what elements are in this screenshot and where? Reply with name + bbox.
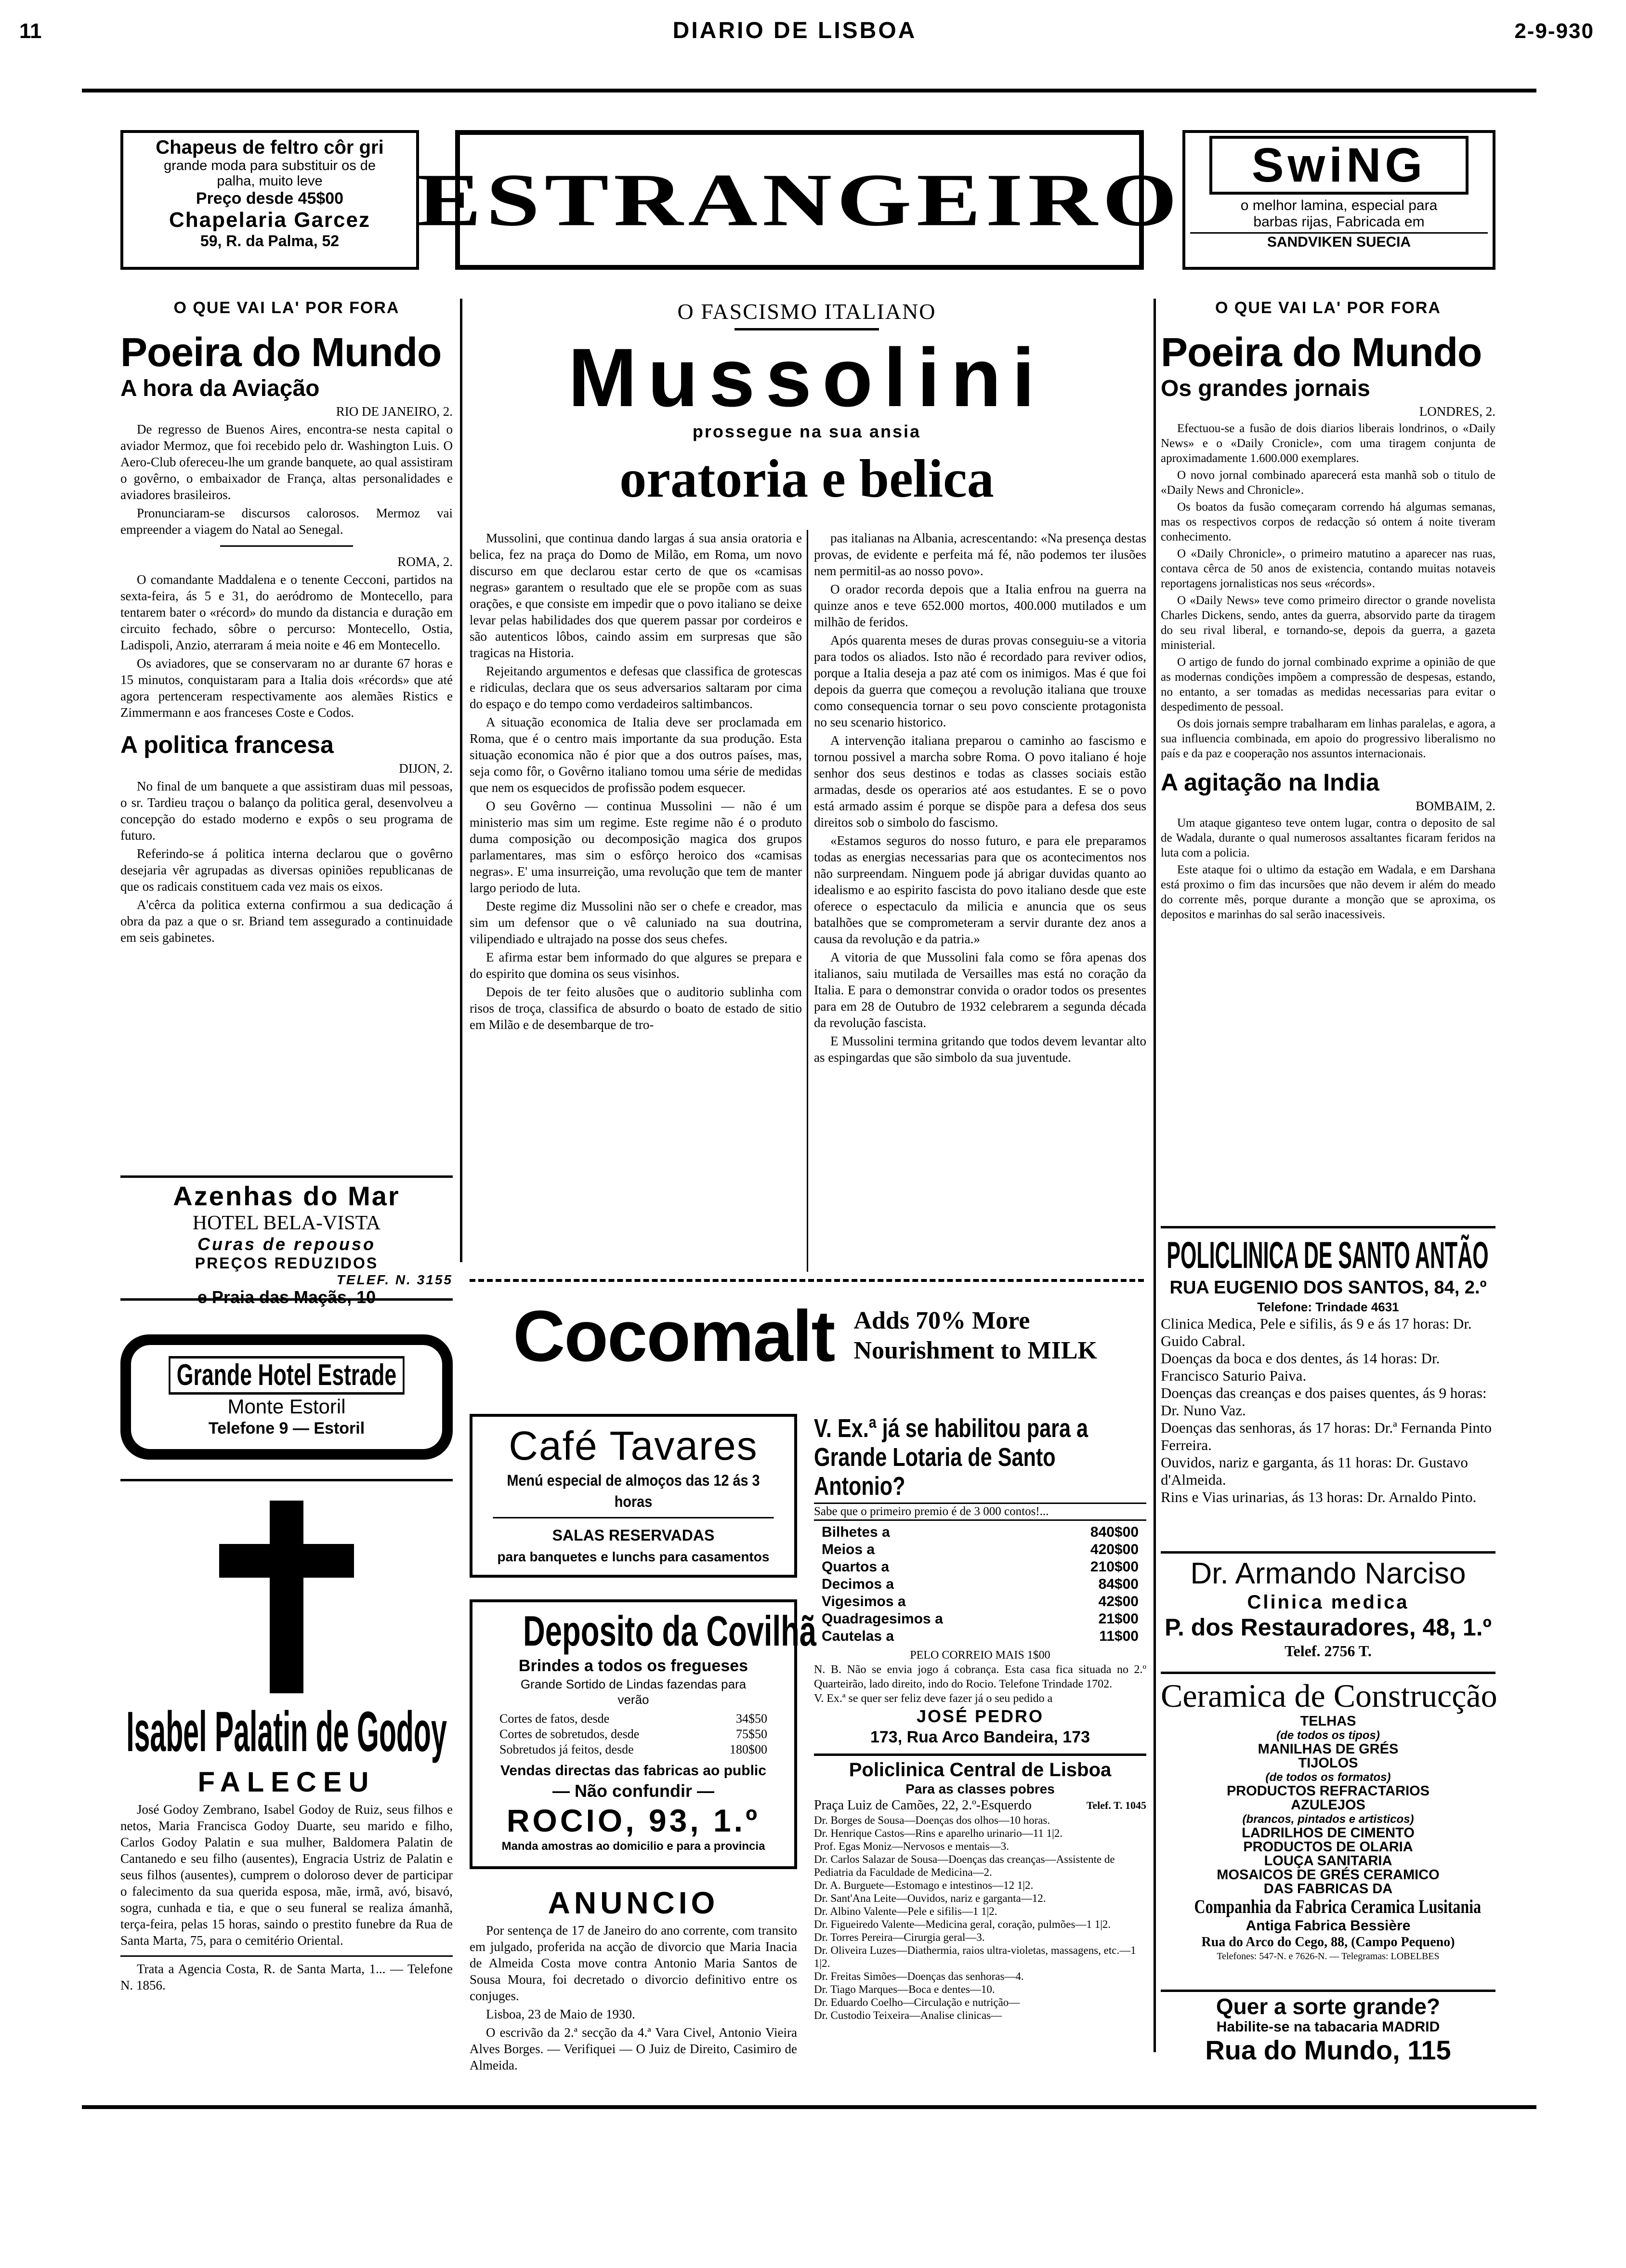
ad-cafe-line1: Menú especial de almoços das 12 ás 3 horas	[493, 1470, 774, 1518]
ad-azenhas-line1: Curas de repouso	[197, 1234, 376, 1254]
ceramica-line: (de todos os formatos)	[1265, 1771, 1391, 1784]
center-article-head	[470, 299, 1144, 513]
right-headline: Poeira do Mundo	[1161, 330, 1482, 375]
ad-chapeus	[120, 130, 419, 270]
ad-deposito-line2: Grande Sortido de Lindas fazendas para verão	[520, 1677, 747, 1707]
policlinica-antao-line: Ouvidos, nariz e garganta, ás 11 horas: Dr. Gustavo d'Almeida.	[1161, 1454, 1468, 1488]
right-p6: O artigo de fundo do jornal combinado exprime a opinião de que as modernas condições impõem a compressão de despesas, estando, no entanto, a ser tomadas as medidas necessarias para evitar o despedimento de pessoal.	[1161, 656, 1495, 713]
right-p3: Os boatos da fusão começaram correndo há algumas semanas, mas os respectivos corpos de redacção só ontem á noite tiveram conhecimento.	[1161, 501, 1495, 543]
right-p2: O novo jornal combinado aparecerá esta manhã sob o titulo de «Daily News and Chronicle».	[1161, 469, 1495, 497]
right-p7: Os dois jornais sempre trabalharam em linhas paralelas, e agora, a sua influencia combinada, em apoio do progressivo liberalismo no país e da paz e cooperação nos assuntos internacionais.	[1161, 717, 1495, 760]
policlinica-antao-phone: Telefone: Trindade 4631	[1257, 1300, 1399, 1314]
center-col2-p5: «Estamos seguros do nosso futuro, e para ele preparamos todas as energias necessarias para que os acontecimentos nos não surpreendam. Ninguem pode já abrigar duvidas quanto ao idealismo e ao espirito fascista do povo italiano desde que este oferece o espectaculo da milicia e anuncia que os seus batalhões que se comprometeram a servir durante dez anos a causa da revolução e da patria.»	[814, 833, 1146, 946]
ceramica-line: (brancos, pintados e artisticos)	[1242, 1813, 1414, 1826]
lotaria-item-4-price: 84$00	[1098, 1576, 1139, 1592]
lotaria-item-3-label: Quartos a	[822, 1559, 890, 1575]
ad-chapeus-line2: palha, muito leve	[217, 173, 323, 189]
narciso-address: P. dos Restauradores, 48, 1.º	[1165, 1614, 1492, 1641]
ceramica-line: DAS FABRICAS DA	[1263, 1881, 1393, 1897]
left-column-article	[120, 299, 453, 948]
page-number: 11	[19, 19, 42, 43]
footer-rule	[82, 2105, 1536, 2109]
policlinica-doctor: Dr. A. Burguete—Estomago e intestinos—12 1|2.	[814, 1879, 1034, 1891]
ceramica-line: MOSAICOS DE GRÉS CERAMICO	[1217, 1867, 1440, 1883]
policlinica-antao-line: Doenças da boca e dos dentes, ás 14 horas: Dr. Francisco Saturio Paiva.	[1161, 1350, 1440, 1384]
left-p2: Pronunciaram-se discursos calorosos. Mermoz vai empreender a viagem do Natal ao Senegal.	[120, 506, 453, 537]
left-dateline1: RIO DE JANEIRO, 2.	[336, 404, 453, 419]
lotaria-item-1-price: 840$00	[1090, 1524, 1139, 1540]
right-p5: O «Daily News» teve como primeiro director o grande novelista Charles Dickens, sendo, antes da guerra, absorvido parte da tiragem do seu rival liberal, e tornando-se, depois da guerra, a gazeta ministerial.	[1161, 594, 1495, 652]
ceramica-line: (de todos os tipos)	[1276, 1729, 1380, 1742]
right-sub1: Os grandes jornais	[1161, 376, 1370, 401]
center-headline2: oratoria e belica	[619, 449, 994, 509]
ad-deposito	[470, 1599, 817, 1869]
center-col1-p3: A situação economica de Italia deve ser proclamada em Roma, que é o centro mais importante da sua produção. Esta situação economica não é pior que a dos outros países, mas, seja como fôr, o Govêrno italiano tomou uma série de medidas que nem os esquecidos de profissão podem esquecer.	[470, 715, 802, 795]
center-col2-p2: O orador recorda depois que a Italia enfrou na guerra na quinze anos e teve 652.000 mortos, 400.000 mutilados e um milhão de feridos.	[814, 582, 1146, 629]
ad-sorte	[1161, 1990, 1495, 2065]
ad-cafe-tavares	[470, 1414, 797, 1578]
left-sub1: A hora da Aviação	[120, 376, 320, 401]
left-p6: Referindo-se á politica interna declarou que o govêrno desejaria vêr agrupadas as diversas opiniões republicanas de que os radicais constituem cada vez mais os eixos.	[120, 846, 453, 894]
ad-deposito-title: Deposito da Covilhã	[523, 1607, 817, 1655]
center-kicker-rule	[734, 328, 879, 330]
ceramica-line: LADRILHOS DE CIMENTO	[1242, 1825, 1415, 1841]
column-rule-left	[460, 299, 462, 1262]
policlinica-antao-line: Doenças das creanças e dos paises quentes, ás 9 horas: Dr. Nuno Vaz.	[1161, 1385, 1487, 1419]
ad-policlinica-antao	[1161, 1226, 1495, 1506]
lotaria-item-2-price: 420$00	[1090, 1542, 1139, 1557]
narciso-phone: Telef. 2756 T.	[1285, 1642, 1372, 1660]
ad-lotaria-line2: N. B. Não se envia jogo á cobrança. Esta casa fica situada no 2.º Quarteirão, lado direito, indo do Rocio. Telefone Trindade 1702.	[814, 1663, 1146, 1690]
ad-narciso	[1161, 1551, 1495, 1661]
ad-deposito-address: ROCIO, 93, 1.º	[506, 1803, 761, 1838]
left-p1: De regresso de Buenos Aires, encontra-se nesta capital o aviador Mermoz, que foi recebido pelo dr. Washington Luis. O Aero-Club ofereceu-lhe um grande banquete, ao qual assistiram o govêrno, o embaixador de França, altas personalidades e aviadores brasileiros.	[120, 422, 453, 502]
obituary-agency: Trata a Agencia Costa, R. de Santa Marta, 1... — Telefone N. 1856.	[120, 1962, 453, 1992]
anuncio-footer: O escrivão da 2.ª secção da 4.ª Vara Civel, Antonio Vieira Alves Borges. — Verifiquei — O Juiz de Direito, Casimiro de Almeida.	[470, 2025, 797, 2072]
ad-grande-hotel	[120, 1334, 453, 1460]
center-col2-p7: E Mussolini termina gritando que todos devem levantar alto as espingardas que são simbolo da sua juventude.	[814, 1034, 1146, 1065]
ad-lotaria	[814, 1414, 1146, 1747]
ad-swing-line3: SANDVIKEN SUECIA	[1190, 232, 1488, 251]
lotaria-item-7-price: 11$00	[1099, 1628, 1139, 1644]
anuncio-date: Lisboa, 23 de Maio de 1930.	[486, 2007, 635, 2021]
ad-lotaria-line3: V. Ex.ª se quer ser feliz deve fazer já o seu pedido a	[814, 1692, 1053, 1705]
ad-grande-hotel-phone: Telefone 9 — Estoril	[208, 1419, 365, 1437]
right-kicker: O QUE VAI LA' POR FORA	[1215, 299, 1441, 317]
deposito-item-2-price: 75$50	[736, 1727, 767, 1741]
policlinica-central-line1: Para as classes pobres	[905, 1781, 1055, 1796]
narciso-name: Dr. Armando Narciso	[1190, 1557, 1466, 1590]
sorte-line1: Quer a sorte grande?	[1216, 1994, 1441, 2019]
ceramica-company2: Antiga Fabrica Bessière	[1246, 1918, 1411, 1934]
ad-deposito-line4: — Não confundir —	[552, 1781, 714, 1801]
legal-notice	[470, 1884, 797, 2075]
center-headline: Mussolini	[568, 331, 1046, 424]
left-p4: Os aviadores, que se conservaram no ar durante 67 horas e 15 minutos, conquistaram para a Italia dois «récords» que até agora pertenceram respectivamente aos alemães Ristics e Zimmermann e aos franceses Coste e Codos.	[120, 656, 453, 720]
center-col1-p2: Rejeitando argumentos e defesas que classifica de grotescas e ridiculas, declara que os seus adversarios saltaram por cima do espaço e do tempo como verdadeiros saltimbancos.	[470, 664, 802, 711]
lotaria-item-6-label: Quadragesimos a	[822, 1611, 943, 1627]
ceramica-phones: Telefones: 547-N. e 7626-N. — Telegramas: LOBELBES	[1217, 1951, 1440, 1962]
ceramica-line: TIJOLOS	[1298, 1755, 1358, 1771]
lotaria-item-4-label: Decimos a	[822, 1576, 894, 1592]
lotaria-item-5-label: Vigesimos a	[822, 1594, 906, 1609]
ceramica-line: LOUÇA SANITARIA	[1264, 1853, 1392, 1869]
cross-icon	[120, 1496, 453, 1698]
lotaria-item-1-label: Bilhetes a	[822, 1524, 890, 1540]
policlinica-central-address: Praça Luiz de Camões, 22, 2.º-Esquerdo	[814, 1798, 1032, 1813]
policlinica-antao-address: RUA EUGENIO DOS SANTOS, 84, 2.º	[1169, 1278, 1487, 1298]
ceramica-company: Companhia da Fabrica Ceramica Lusitania	[1194, 1896, 1482, 1917]
ceramica-line: PRODUCTOS DE OLARIA	[1243, 1839, 1413, 1855]
ad-cocomalt-brand: Cocomalt	[513, 1295, 835, 1376]
policlinica-doctor: Dr. Tiago Marques—Boca e dentes—10.	[814, 1983, 995, 1995]
right-dateline1: LONDRES, 2.	[1419, 404, 1495, 419]
left-kicker: O QUE VAI LA' POR FORA	[173, 299, 400, 317]
ad-lotaria-title: V. Ex.ª já se habilitou para a Grande Lotaria de Santo Antonio?	[814, 1414, 1088, 1501]
ad-chapeus-address: 59, R. da Palma, 52	[200, 232, 340, 250]
ad-grande-hotel-place: Monte Estoril	[227, 1395, 346, 1418]
narciso-line1: Clinica medica	[1247, 1592, 1409, 1613]
policlinica-doctor: Dr. Carlos Salazar de Sousa—Doenças das creanças—Assistente de Pediatria da Faculdade de Medicina—2.	[814, 1853, 1115, 1878]
ad-swing-line2: barbas rijas, Fabricada em	[1253, 214, 1425, 230]
policlinica-doctor: Dr. Eduardo Coelho—Circulação e nutrição—	[814, 1996, 1020, 2008]
deposito-item-1-label: Cortes de fatos, desde	[499, 1712, 610, 1726]
center-deck: prossegue na sua ansia	[692, 422, 921, 441]
section-banner-title: ESTRANGEIRO	[417, 158, 1182, 242]
policlinica-antao-line: Rins e Vias urinarias, ás 13 horas: Dr. Arnaldo Pinto.	[1161, 1489, 1477, 1505]
ad-cocomalt-line2: Nourishment to MILK	[853, 1337, 1097, 1364]
ceramica-line: PRODUCTOS REFRACTARIOS	[1226, 1783, 1430, 1799]
ad-azenhas-phone: TELEF. N. 3155	[336, 1272, 453, 1287]
policlinica-doctor: Dr. Henrique Castos—Rins e aparelho urinario—11 1|2.	[814, 1827, 1063, 1839]
ceramica-address: Rua do Arco do Cego, 88, (Campo Pequeno)	[1201, 1935, 1455, 1950]
newspaper-title: DIARIO DE LISBOA	[672, 18, 917, 43]
ad-deposito-line1: Brindes a todos os fregueses	[518, 1657, 748, 1675]
policlinica-central-phone: Telef. T. 1045	[1086, 1799, 1146, 1811]
policlinica-antao-title: POLICLINICA DE SANTO ANTÃO	[1167, 1234, 1489, 1276]
lotaria-item-3-price: 210$00	[1090, 1559, 1139, 1575]
deposito-item-2-label: Cortes de sobretudos, desde	[499, 1727, 640, 1741]
ad-deposito-line5: Manda amostras ao domicilio e para a provincia	[501, 1840, 765, 1853]
center-col1-p5: Deste regime diz Mussolini não ser o chefe e creador, mas sim um defensor que o vê caluniado na sua doutrina, vilipendiado e ultrajado na posse dos seus chefes.	[470, 899, 802, 946]
ad-lotaria-subtitle: Sabe que o primeiro premio é de 3 000 contos!...	[814, 1503, 1146, 1521]
lotaria-item-5-price: 42$00	[1098, 1594, 1139, 1609]
ad-lotaria-address: 173, Rua Arco Bandeira, 173	[870, 1728, 1090, 1746]
left-p5: No final de um banquete a que assistiram duas mil pessoas, o sr. Tardieu traçou o balanço da politica geral, desenvolveu a concepção do estado moderno e expôs o seu programa de futuro.	[120, 779, 453, 843]
ad-cafe-line3: para banquetes e lunchs para casamentos	[497, 1549, 770, 1564]
policlinica-doctor: Dr. Oliveira Luzes—Diathermia, raios ultra-violetas, massagens, etc.—1 1|2.	[814, 1944, 1136, 1969]
center-col1-p7: Depois de ter feito alusões que o auditorio sublinha com risos de troça, classifica de absurdo o boato de estado de sitio em Milão e de desembarque de tro-	[470, 985, 802, 1032]
center-col2	[814, 530, 1146, 1068]
ad-cocomalt-line1: Adds 70% More	[853, 1307, 1030, 1334]
ceramica-line: TELHAS	[1300, 1714, 1356, 1729]
deposito-item-3-label: Sobretudos já feitos, desde	[499, 1742, 634, 1756]
ad-policlinica-central	[814, 1754, 1146, 2022]
ad-swing-line1: o melhor lamina, especial para	[1240, 198, 1438, 213]
center-col2-p4: A intervenção italiana preparou o caminho ao fascismo e tornou possivel a marcha sobre Roma. O povo italiano é hoje senhor dos seus destinos e todas as classes sociais estão armadas, desde os operarios até aos estudantes. E se o povo está armado assim é porque se dispõe para a defesa dos seus direitos sob o simbolo do fascismo.	[814, 733, 1146, 830]
ad-azenhas-line2: PREÇOS REDUZIDOS	[195, 1254, 379, 1272]
ad-chapeus-title: Chapeus de feltro côr gri	[156, 137, 384, 158]
right-column-article	[1161, 299, 1495, 924]
policlinica-doctor: Dr. Custodio Teixeira—Analise clinicas—	[814, 2009, 1002, 2021]
left-p7: A'cêrca da politica externa confirmou a sua dedicação á obra da paz a que o sr. Briand tem assegurado a continuidade em seis gabinetes.	[120, 897, 453, 945]
policlinica-doctor: Dr. Borges de Sousa—Doenças dos olhos—10 horas.	[814, 1814, 1050, 1826]
obituary-name: Isabel Palatin de Godoy	[126, 1700, 447, 1764]
ad-azenhas-hotel: HOTEL BELA-VISTA	[192, 1212, 381, 1234]
obituary-faleceu: FALECEU	[197, 1767, 376, 1798]
ceramica-title: Ceramica de Construcção	[1161, 1677, 1497, 1714]
ceramica-line: AZULEJOS	[1291, 1797, 1365, 1813]
ad-chapeus-price: Preço desde 45$00	[196, 189, 344, 208]
right-dateline2: BOMBAIM, 2.	[1416, 799, 1495, 813]
ad-deposito-line3: Vendas directas das fabricas ao public	[500, 1763, 766, 1779]
anuncio-title: ANUNCIO	[548, 1886, 719, 1920]
policlinica-doctor: Dr. Albino Valente—Pele e sifilis—1 1|2.	[814, 1905, 997, 1917]
obituary	[120, 1479, 453, 2067]
anuncio-text: Por sentença de 17 de Janeiro do ano corrente, com transito em julgado, proferida na acção de divorcio que Maria Inacia de Almeida Costa move contra Antonio Maria Santos de Sousa Moura, foi decretado o divorcio definitivo entre os conjuges.	[470, 1923, 797, 2003]
center-col2-p1: pas italianas na Albania, acrescentando: «Na presença destas provas, de evidente e perfeita má fé, não podemos ter ilusões nem permitil-as ao nosso povo».	[814, 531, 1146, 578]
ad-swing	[1182, 130, 1495, 270]
ad-cafe-line2: SALAS RESERVADAS	[552, 1527, 715, 1544]
center-col2-p6: A vitoria de que Mussolini fala como se fôra apenas dos italianos, saiu mutilada de Versailles mas está no coração da Italia. E para o demonstrar convida o orador todos os presentes para em 28 de Outubro de 1932 celebrarem a segunda década da revolução fascista.	[814, 950, 1146, 1030]
obituary-text: José Godoy Zembrano, Isabel Godoy de Ruiz, seus filhos e netos, Maria Francisca Godoy Duarte, seu marido e filho, Carlos Godoy Palatin e sua mulher, Baldomera Palatin de Cantanedo e seu filho (ausentes), Engracia Ustriz de Palatin e seus filhos (ausentes), cumprem o doloroso dever de participar o falecimento da sua querida esposa, mãe, irmã, avó, bisavó, sogra, cunhada e tia, e que o seu funeral se realiza ámanhã, terça-feira, pelas 15 horas, saindo o prestito funebre da Rua de Santa Marta, 75, para o cemitério Oriental.	[120, 1802, 453, 1948]
left-divider	[220, 545, 353, 547]
ad-lotaria-line1: PELO CORREIO MAIS 1$00	[910, 1649, 1050, 1661]
left-dateline3: DIJON, 2.	[399, 761, 453, 776]
center-col2-p3: Após quarenta meses de duras provas conseguiu-se a vitoria para todos os aliados. Isto não é recordado para reviver odios, porque a Italia deseja a paz até com os inimigos. Mas é que foi depois da guerra que começou a revolução italiana que trouxe como consequencia tornar o seu povo consciente protagonista no seu scenario historico.	[814, 633, 1146, 729]
left-p3: O comandante Maddalena e o tenente Cecconi, partidos na sexta-feira, ás 5 e 31, do aeródromo de Montecello, para tentarem bater o «récord» do mundo da distancia e duração em circuito fechado, sôbre o percurso: Montecello, Ostia, Ladispoli, Anzio, aterraram á meia noite e 46 em Montecello.	[120, 572, 453, 652]
policlinica-antao-line: Doenças das senhoras, ás 17 horas: Dr.ª Fernanda Pinto Ferreira.	[1161, 1419, 1492, 1453]
ceramica-line: MANILHAS DE GRÉS	[1258, 1741, 1399, 1757]
section-banner	[417, 130, 1182, 270]
ad-lotaria-name: JOSÉ PEDRO	[916, 1706, 1044, 1726]
right-p4: O «Daily Chronicle», o primeiro matutino a aparecer nas ruas, contava cêrca de 50 anos de existencia, contando muitas notaveis reportagens jornalisticas nos seus «récords».	[1161, 547, 1495, 590]
sorte-line2: Habilite-se na tabacaria MADRID	[1216, 2019, 1440, 2035]
ad-azenhas-line3: e Praia das Maçãs, 10	[197, 1287, 376, 1307]
center-col1	[470, 530, 802, 1035]
policlinica-doctor: Dr. Sant'Ana Leite—Ouvidos, nariz e garganta—12.	[814, 1892, 1046, 1904]
center-col1-p4: O seu Govêrno — continua Mussolini — não é um ministerio mas sim um regime. Este regime não é o produto duma composição ou decomposição magica dos grupos parlamentares, mas sim o esfôrço heroico dos «camisas negras». E' uma insurreição, uma revolução que tem de manter largo periodo de luta.	[470, 799, 802, 895]
masthead-rule	[82, 89, 1536, 92]
deposito-item-3-price: 180$00	[730, 1742, 767, 1756]
policlinica-central-title: Policlinica Central de Lisboa	[849, 1759, 1112, 1780]
column-rule-right	[1154, 299, 1156, 2052]
left-sub2: A politica francesa	[120, 731, 334, 758]
ad-cocomalt	[470, 1279, 1144, 1390]
sorte-line3: Rua do Mundo, 115	[1205, 2035, 1451, 2065]
right-sub2: A agitação na India	[1161, 769, 1379, 796]
ad-ceramica	[1161, 1672, 1495, 1963]
ad-azenhas-title: Azenhas do Mar	[173, 1181, 400, 1211]
policlinica-antao-line: Clinica Medica, Pele e sifilis, ás 9 e ás 17 horas: Dr. Guido Cabral.	[1161, 1315, 1472, 1349]
center-col1-p1: Mussolini, que continua dando largas á sua ansia oratoria e belica, fez na praça do Domo de Milão, em Roma, um novo discurso em que declarou estar certo de que os «camisas negras» garantem o resultado que ele se propõe com as suas orações, e que consiste em impedir que o povo italiano se deixe levar pelas habilidades dos que querem passar por cordeiros e são autenticos lôbos, caindo assim em surpresas que são tragicas na Historia.	[470, 531, 802, 660]
right-p1: Efectuou-se a fusão de dois diarios liberais londrinos, o «Daily News» e o «Daily Cronicle», com uma tiragem conjunta de aproximadamente 1.600.000 exemplares.	[1161, 422, 1495, 465]
lotaria-item-6-price: 21$00	[1098, 1611, 1139, 1627]
center-column-rule	[807, 530, 808, 1272]
policlinica-doctor: Prof. Egas Moniz—Nervosos e mentais—3.	[814, 1840, 1009, 1852]
policlinica-doctor: Dr. Figueiredo Valente—Medicina geral, coração, pulmões—1 1|2.	[814, 1918, 1111, 1930]
deposito-item-1-price: 34$50	[736, 1712, 767, 1726]
center-kicker: O FASCISMO ITALIANO	[677, 299, 936, 324]
lotaria-item-2-label: Meios a	[822, 1542, 875, 1557]
lotaria-item-7-label: Cautelas a	[822, 1628, 894, 1644]
ad-swing-brand: SwiNG	[1209, 136, 1469, 195]
issue-date: 2-9-930	[1514, 19, 1594, 43]
center-col1-p6: E afirma estar bem informado do que algures se prepara e do espirito que domina os seus visinhos.	[470, 950, 802, 981]
left-headline: Poeira do Mundo	[120, 330, 442, 375]
ad-chapeus-line1: grande moda para substituir os de	[163, 158, 376, 173]
right-p9: Este ataque foi o ultimo da estação em Wadala, e em Darshana está proximo o fim das incursões que não devem ir além do meado do corrente mês, porque durante a monção que se aproxima, os depositos e marinhas do sal serão inacessiveis.	[1161, 863, 1495, 921]
policlinica-doctor: Dr. Freitas Simões—Doenças das senhoras—4.	[814, 1970, 1024, 1982]
left-dateline2: ROMA, 2.	[397, 554, 453, 569]
ad-azenhas	[120, 1175, 453, 1307]
ad-chapeus-shop: Chapelaria Garcez	[169, 208, 370, 232]
ad-cafe-title: Café Tavares	[509, 1423, 758, 1468]
ad-grande-hotel-title: Grande Hotel Estrade	[169, 1356, 405, 1395]
policlinica-doctor: Dr. Torres Pereira—Cirurgia geral—3.	[814, 1931, 985, 1943]
right-p8: Um ataque giganteso teve ontem lugar, contra o deposito de sal de Wadala, durante o qual numerosos assaltantes ficaram feridos na luta com a policia.	[1161, 817, 1495, 859]
